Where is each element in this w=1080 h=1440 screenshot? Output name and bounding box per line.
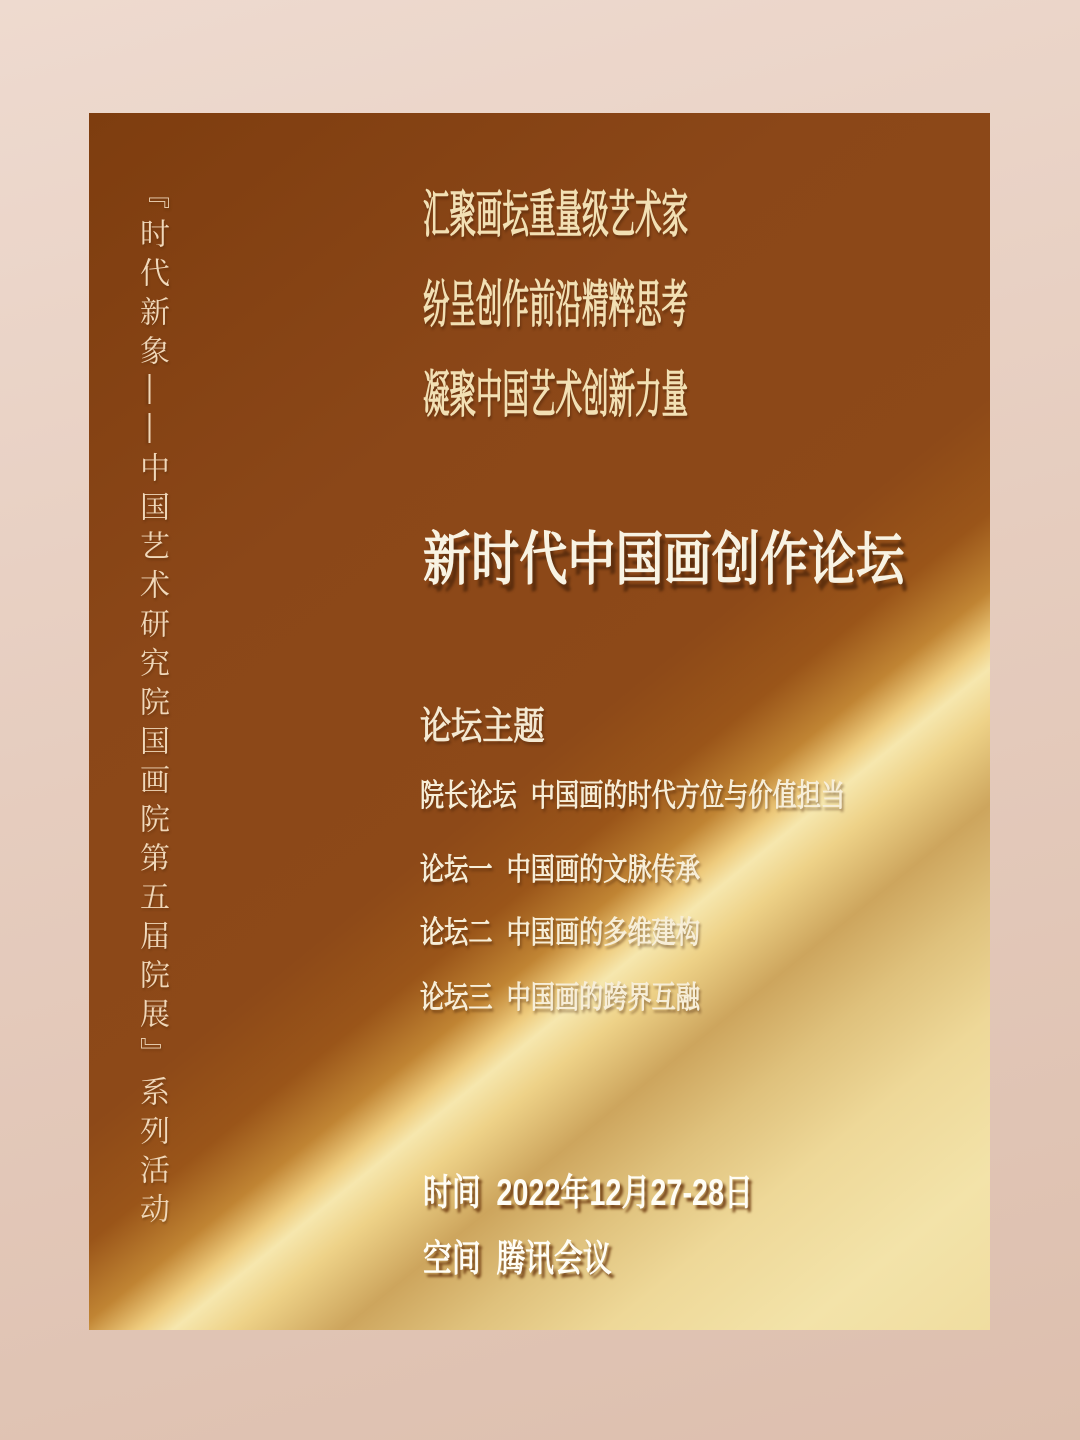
intro-line-2: 纷呈创作前沿精粹思考 bbox=[423, 276, 689, 333]
info-row-time bbox=[423, 1173, 753, 1213]
topic-label: 院长论坛 bbox=[420, 778, 517, 813]
topic-label: 论坛三 bbox=[420, 980, 493, 1015]
topic-title: 中国画的多维建构 bbox=[506, 915, 701, 950]
topic-row-forum-3 bbox=[420, 981, 700, 1015]
topic-label: 论坛二 bbox=[420, 915, 493, 950]
intro-lines bbox=[423, 186, 933, 459]
info-label: 空间 bbox=[423, 1238, 481, 1279]
topic-row-presidents-forum bbox=[420, 779, 845, 813]
topic-title: 中国画的文脉传承 bbox=[506, 852, 701, 887]
topic-label: 论坛一 bbox=[420, 852, 493, 887]
poster-panel bbox=[89, 113, 990, 1330]
poster-title: 新时代中国画创作论坛 bbox=[423, 527, 905, 592]
topic-row-forum-2 bbox=[420, 916, 700, 950]
series-vertical-text: 『时代新象——中国艺术研究院国画院第五届院展』系列活动 bbox=[135, 179, 168, 1232]
intro-line-3: 凝聚中国艺术创新力量 bbox=[423, 366, 689, 423]
topic-title: 中国画的跨界互融 bbox=[506, 980, 701, 1015]
intro-line-1: 汇聚画坛重量级艺术家 bbox=[423, 186, 689, 243]
topics-heading: 论坛主题 bbox=[420, 706, 545, 748]
topic-title: 中国画的时代方位与价值担当 bbox=[530, 778, 846, 813]
info-value: 2022年12月27-28日 bbox=[496, 1172, 754, 1213]
info-label: 时间 bbox=[423, 1172, 481, 1213]
info-value: 腾讯会议 bbox=[496, 1238, 612, 1279]
topic-row-forum-1 bbox=[420, 853, 700, 887]
info-row-venue bbox=[423, 1239, 612, 1279]
